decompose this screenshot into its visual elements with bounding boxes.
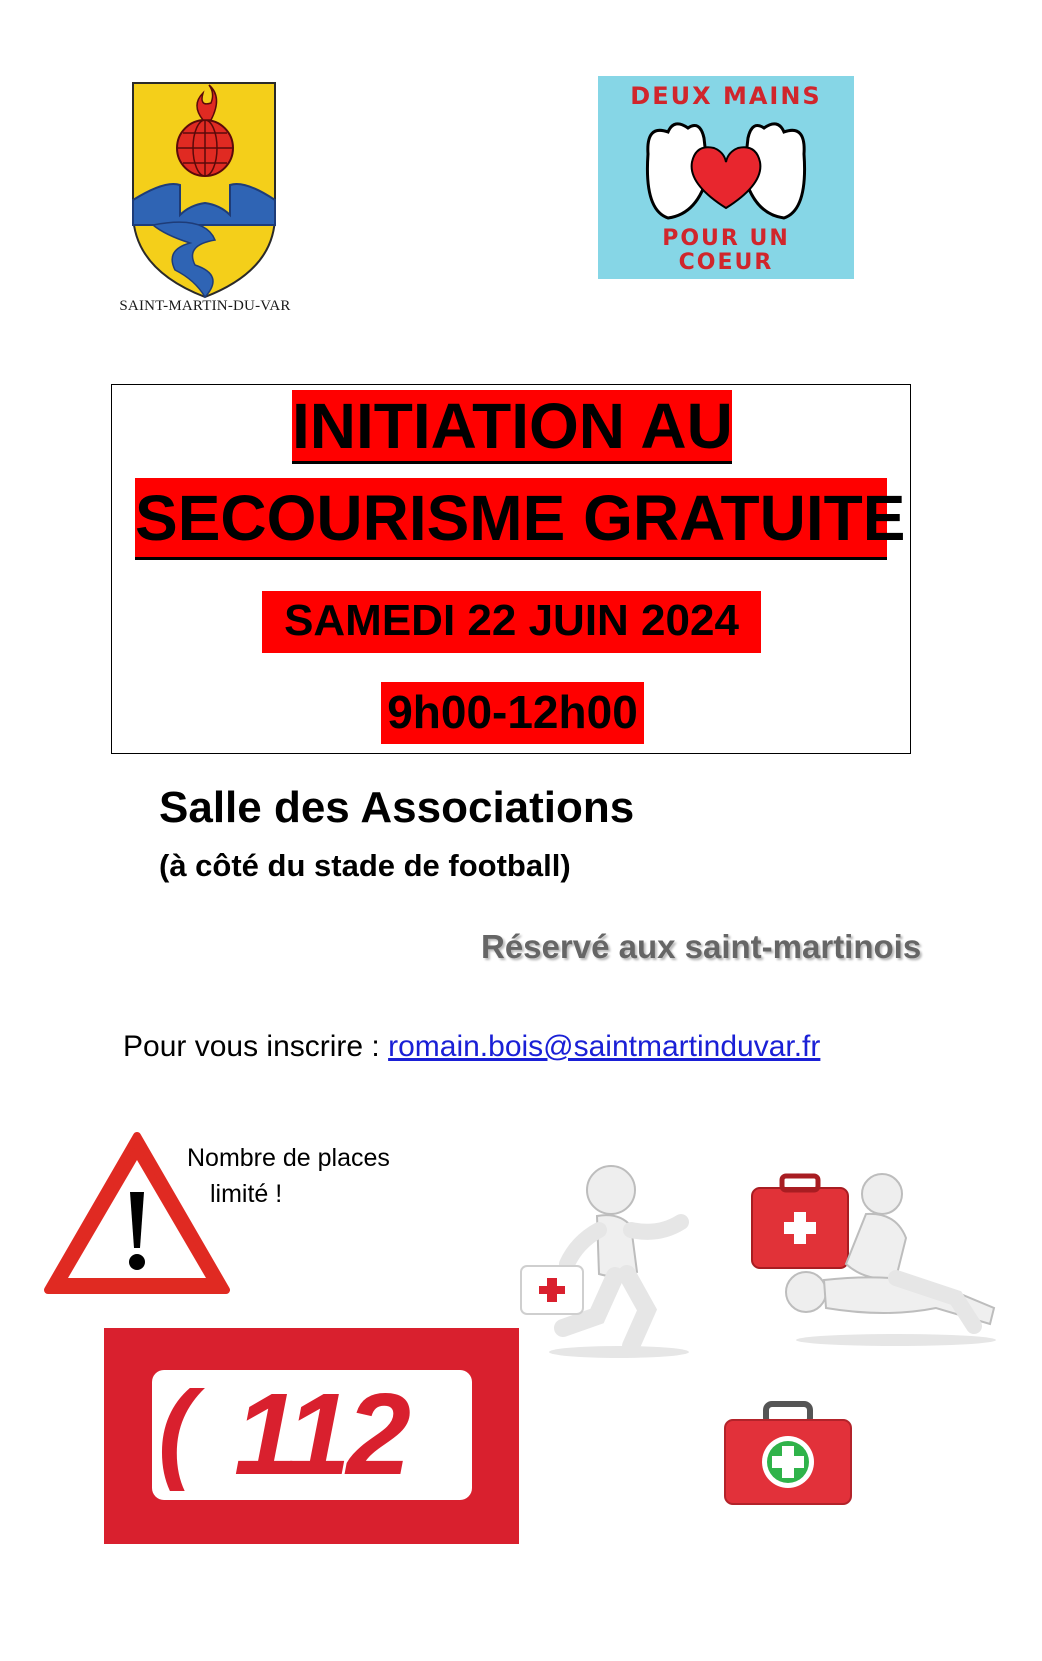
- event-time: 9h00-12h00: [381, 682, 644, 744]
- emergency-number: 112: [234, 1369, 407, 1499]
- runner-with-kit-illustration: [519, 1160, 709, 1360]
- phone-handset-icon: (: [158, 1369, 195, 1492]
- emergency-number-banner: [104, 1328, 519, 1544]
- event-date: SAMEDI 22 JUIN 2024: [262, 591, 761, 653]
- hands-heart-icon: [638, 114, 814, 226]
- cpr-illustration: [746, 1168, 1002, 1348]
- first-aid-kit-icon: [721, 1400, 855, 1510]
- signup-email-link[interactable]: romain.bois@saintmartinduvar.fr: [388, 1030, 821, 1063]
- venue-name: Salle des Associations: [159, 783, 635, 832]
- title-line-2: SECOURISME GRATUITE: [135, 478, 887, 560]
- signup-line: [123, 1030, 820, 1064]
- places-limited-line-2: limité !: [210, 1180, 283, 1208]
- town-name-caption: SAINT-MARTIN-DU-VAR: [119, 298, 291, 314]
- logo-top-text: DEUX MAINS: [630, 82, 822, 110]
- logo-bottom-text-1: POUR UN: [662, 226, 790, 251]
- logo-bottom-text-2: COEUR: [678, 250, 774, 275]
- venue-note: (à côté du stade de football): [159, 848, 571, 883]
- town-crest-logo: [95, 65, 315, 320]
- signup-label: Pour vous inscrire :: [123, 1030, 389, 1063]
- title-line-1: INITIATION AU: [292, 390, 733, 462]
- reserved-note: Réservé aux saint-martinois: [481, 928, 922, 965]
- emergency-plate: [152, 1370, 472, 1500]
- places-limited-line-1: Nombre de places: [187, 1144, 390, 1172]
- deux-mains-logo: [598, 76, 854, 279]
